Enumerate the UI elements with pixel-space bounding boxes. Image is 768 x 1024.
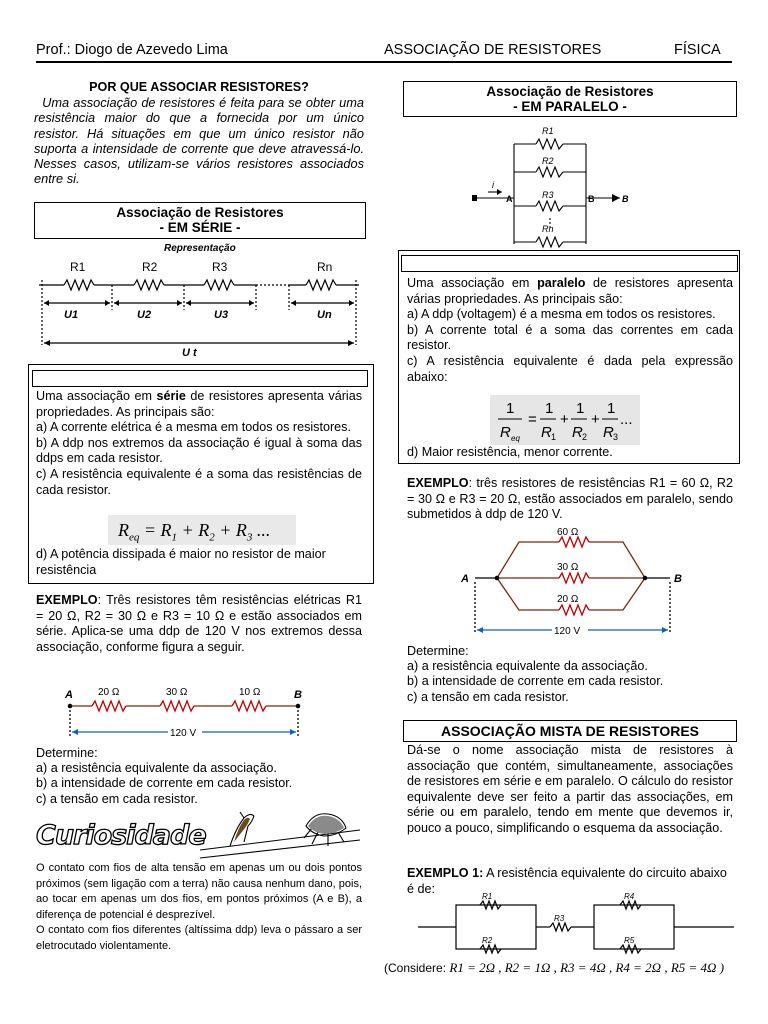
serie-node-b: B [294, 689, 302, 701]
paralelo-question-c: c) a tensão em cada resistor. [407, 689, 569, 704]
serie-example: EXEMPLO: Três resistores têm resistências elétricas R1 = 20 Ω, R2 = 30 Ω e R3 = 10 Ω e estão associados em série. Aplica-se uma ddp de 120 V nos extremos dessa associação, conforme figura a seguir. [36, 593, 362, 654]
paralelo-label-b-end: B [622, 194, 629, 204]
paralelo-empty-bar [401, 255, 738, 272]
serie-r3-value: 10 Ω [239, 687, 261, 698]
label-u2: U2 [137, 309, 152, 321]
serie-prop-a: a) A corrente elétrica é a mesma em todos os resistores. [36, 420, 351, 435]
svg-text:eq: eq [511, 434, 520, 443]
label-r1: R1 [70, 260, 86, 274]
serie-prop-c: c) A resistência equivalente é a soma das resistências de cada resistor. [36, 466, 362, 497]
svg-text:1: 1 [607, 400, 616, 417]
paralelo-label-r2: R2 [542, 156, 554, 166]
serie-title-box [34, 202, 366, 239]
serie-prop-b: b) A ddp nos extremos da associação é igual à soma das ddps em cada resistor. [36, 435, 362, 466]
curiosidade-title: Curiosidade [36, 820, 206, 851]
mista-label-r2: R2 [482, 936, 493, 945]
paralelo-title-box [403, 81, 737, 117]
label-r3: R3 [212, 260, 228, 274]
label-u1: U1 [64, 309, 79, 321]
paralelo-question-a: a) a resistência equivalente da associação. [407, 659, 648, 674]
consider-values: R1 = 2Ω , R2 = 1Ω , R3 = 4Ω , R4 = 2Ω , R5 = 4Ω ) [449, 960, 725, 975]
serie-formula: $R_{eq} = R_1 + R_2 + R_3$ ... [108, 515, 296, 545]
paralelo-prop-d: d) Maior resistência, menor corrente. [407, 445, 613, 459]
paralelo-questions [407, 644, 733, 705]
svg-text:1: 1 [506, 400, 515, 417]
serie-r2-value: 30 Ω [166, 687, 188, 698]
page-header [36, 41, 732, 63]
mista-paragraph: Dá-se o nome associação mista de resistores à associação que contém, simultaneamente, associações de resistores em série e em paralelo. O cálculo do resistor equivalente deve ser feito a partir das associações, em série ou em paralelo, tendo em mente que devemos ir, pouco a pouco, simplificando o esquema da associação. [407, 743, 733, 835]
label-rn: Rn [317, 260, 333, 274]
paralelo-example: EXEMPLO: três resistores de resistências R1 = 60 Ω, R2 = 30 Ω e R3 = 20 Ω, estão associados em paralelo, sendo submetidos à ddp de 120 V. [407, 476, 733, 521]
paralelo-representation-diagram [470, 122, 640, 250]
serie-voltage: 120 V [170, 728, 197, 739]
paralelo-label-i: i [492, 180, 494, 190]
paralelo-r1-value: 60 Ω [557, 527, 579, 538]
paralelo-properties-text [407, 276, 733, 385]
serie-prop-d: d) A potência dissipada é maior no resistor de maior resistência [36, 547, 326, 577]
serie-example-circuit [60, 684, 310, 742]
serie-node-a: A [65, 689, 73, 701]
topic-title: ASSOCIAÇÃO DE RESISTORES [384, 42, 602, 58]
svg-text:1: 1 [576, 400, 585, 417]
svg-text:R: R [603, 424, 614, 441]
serie-title-line1: Associação de Resistores [116, 205, 284, 220]
subject-label: FÍSICA [674, 42, 721, 58]
svg-text:R: R [541, 424, 552, 441]
svg-text:1: 1 [545, 400, 554, 417]
paralelo-example-circuit [455, 526, 715, 640]
label-r2: R2 [142, 260, 158, 274]
intro-paragraph: Uma associação de resistores é feita para se obter uma resistência maior do que a fornecida por um único resistor. Há situações em que um único resistor não suporta a intensidade de corrente que deve atravessá-lo. Nesses casos, utilizam-se vários resistores associados entre si. [34, 95, 364, 187]
paralelo-prop-a: a) A ddp (voltagem) é a mesma em todos os resistores. [407, 307, 716, 322]
serie-question-a: a) a resistência equivalente da associação. [36, 761, 277, 776]
mista-label-r3: R3 [554, 914, 565, 923]
svg-text:R: R [500, 424, 511, 441]
serie-questions [36, 746, 362, 807]
mista-label-r4: R4 [624, 893, 635, 901]
mista-circuit [418, 893, 736, 959]
mista-label-r5: R5 [624, 936, 635, 945]
serie-properties-text [36, 389, 362, 498]
paralelo-label-a: A [506, 194, 513, 204]
serie-representation-diagram [34, 255, 364, 360]
paralelo-prop-b: b) A corrente total é a soma das correntes em cada resistor. [407, 322, 733, 353]
svg-text:+: + [591, 411, 600, 428]
paralelo-title-line2: - EM PARALELO - [513, 99, 627, 114]
paralelo-formula [490, 395, 640, 445]
paralelo-question-b: b) a intensidade de corrente em cada resistor. [407, 674, 664, 689]
label-ut: U t [182, 347, 197, 359]
svg-text:1: 1 [551, 432, 557, 442]
curiosidade-paragraph-2: O contato com fios diferentes (altíssima ddp) leva o pássaro a ser eletrocutado violentamente. [36, 924, 362, 952]
bird-on-wire-illustration [200, 806, 364, 862]
serie-determine: Determine: [36, 746, 98, 760]
professor-name: Prof.: Diogo de Azevedo Lima [36, 42, 228, 58]
svg-text:3: 3 [613, 432, 619, 442]
mista-consider [384, 960, 754, 976]
svg-text:...: ... [620, 411, 633, 428]
serie-question-b: b) a intensidade de corrente em cada resistor. [36, 776, 293, 791]
svg-text:+: + [560, 411, 569, 428]
label-u3: U3 [214, 309, 229, 321]
paralelo-r2-value: 30 Ω [557, 562, 579, 573]
mista-title: ASSOCIAÇÃO MISTA DE RESISTORES [441, 723, 699, 739]
label-un: Un [317, 309, 332, 321]
paralelo-node-a: A [461, 573, 469, 585]
svg-text:2: 2 [582, 432, 588, 442]
paralelo-props-intro: Uma associação em paralelo de resistores apresenta várias propriedades. As principais são: [407, 276, 733, 306]
mista-title-box [403, 720, 737, 742]
paralelo-label-rn: Rn [542, 224, 554, 234]
svg-text:=: = [528, 411, 537, 428]
serie-props-intro: Uma associação em série de resistores apresenta várias propriedades. As principais são: [36, 389, 362, 419]
paralelo-label-r3: R3 [542, 190, 554, 200]
serie-empty-bar [32, 370, 368, 387]
paralelo-determine: Determine: [407, 644, 469, 658]
paralelo-label-b: B [588, 194, 595, 204]
intro-heading: POR QUE ASSOCIAR RESISTORES? [89, 80, 309, 94]
curiosidade-paragraph-1: O contato com fios de alta tensão em apenas um ou dois pontos próximos (sem ligação com a terra) não causa nenhum dano, pois, ao tocar em apenas um dos fios, em pontos próximos (A e B), a diferença de potencial é desprezível. [36, 862, 362, 921]
serie-title-line2: - EM SÉRIE - [159, 220, 241, 235]
serie-question-c: c) a tensão em cada resistor. [36, 791, 198, 806]
paralelo-title-line1: Associação de Resistores [486, 84, 654, 99]
consider-prefix: (Considere: [384, 961, 447, 975]
mista-example: EXEMPLO 1: A resistência equivalente do circuito abaixo é de: [407, 866, 727, 896]
representation-label: Representação [164, 243, 236, 254]
serie-r1-value: 20 Ω [98, 687, 120, 698]
curiosidade-text [36, 861, 362, 955]
paralelo-prop-c: c) A resistência equivalente é dada pela expressão abaixo: [407, 353, 733, 384]
paralelo-voltage: 120 V [554, 626, 581, 637]
mista-label-r1: R1 [482, 893, 493, 901]
paralelo-label-r1: R1 [542, 126, 554, 136]
paralelo-node-b: B [674, 573, 682, 585]
svg-text:R: R [572, 424, 583, 441]
paralelo-r3-value: 20 Ω [557, 594, 579, 605]
